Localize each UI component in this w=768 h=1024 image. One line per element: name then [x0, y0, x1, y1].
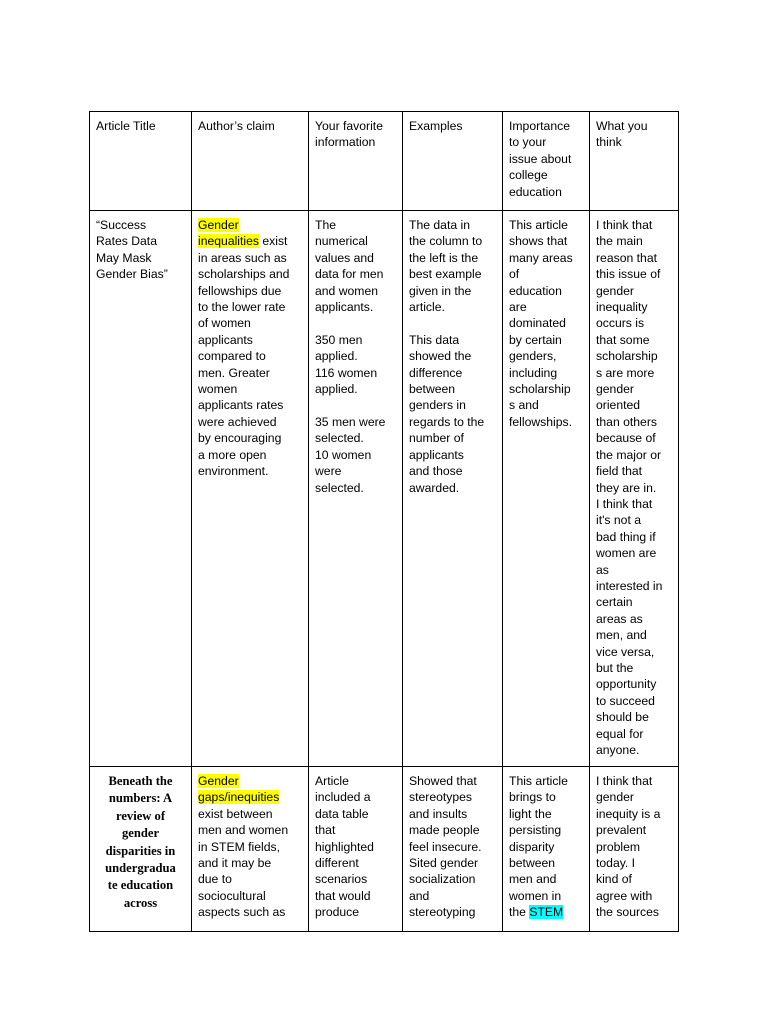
table-row	[90, 211, 679, 767]
header-article-title: Article Title	[90, 112, 192, 211]
what-you-think-cell: I think that gender inequity is a prevalent problem today. I kind of agree with the sources	[590, 767, 679, 932]
article-table	[89, 111, 679, 932]
what-you-think-cell: I think that the main reason that this issue of gender inequality occurs is that some scholarship s are more gender oriented than others because of the major or field that they are in. I think that it's not a bad thing if women are as interested in certain areas as men, and vice versa, but the opportunity to succeed should be equal for anyone.	[590, 211, 679, 767]
header-what-you-think: What you think	[590, 112, 679, 211]
table-header-row	[90, 112, 679, 211]
stem-highlight: STEM	[529, 905, 564, 920]
authors-claim-cell	[192, 767, 309, 932]
importance-text: This article brings to light the persisting disparity between men and women in the	[509, 774, 568, 920]
importance-cell	[503, 767, 590, 932]
header-favorite-info: Your favorite information	[309, 112, 403, 211]
importance-cell: This article shows that many areas of education are dominated by certain genders, including scholarship s and fellowships.	[503, 211, 590, 767]
claim-text: exist between men and women in STEM fields, and it may be due to sociocultural aspects such as	[198, 806, 289, 920]
examples-cell: The data in the column to the left is the best example given in the article. This data showed the difference between genders in regards to the number of applicants and those awarded.	[403, 211, 503, 767]
examples-cell: Showed that stereotypes and insults made people feel insecure. Sited gender socialization and stereotyping	[403, 767, 503, 932]
favorite-info-cell: Article included a data table that highlighted different scenarios that would produce	[309, 767, 403, 932]
claim-highlight: Gender inequalities	[198, 218, 259, 249]
table-row	[90, 767, 679, 932]
header-examples: Examples	[403, 112, 503, 211]
claim-text: exist in areas such as scholarships and fellowships due to the lower rate of women applicants compared to men. Greater women applicants rates were achieved by encouraging a more open environment.	[198, 234, 290, 479]
article-title-cell: Beneath the numbers: A review of gender disparities in undergradua te education across	[90, 767, 192, 932]
claim-highlight: Gender gaps/inequities	[198, 774, 280, 805]
header-authors-claim: Author’s claim	[192, 112, 309, 211]
header-importance: Importance to your issue about college education	[503, 112, 590, 211]
authors-claim-cell	[192, 211, 309, 767]
favorite-info-cell: The numerical values and data for men and women applicants. 350 men applied. 116 women applied. 35 men were selected. 10 women were selected.	[309, 211, 403, 767]
article-title-cell: “Success Rates Data May Mask Gender Bias”	[90, 211, 192, 767]
